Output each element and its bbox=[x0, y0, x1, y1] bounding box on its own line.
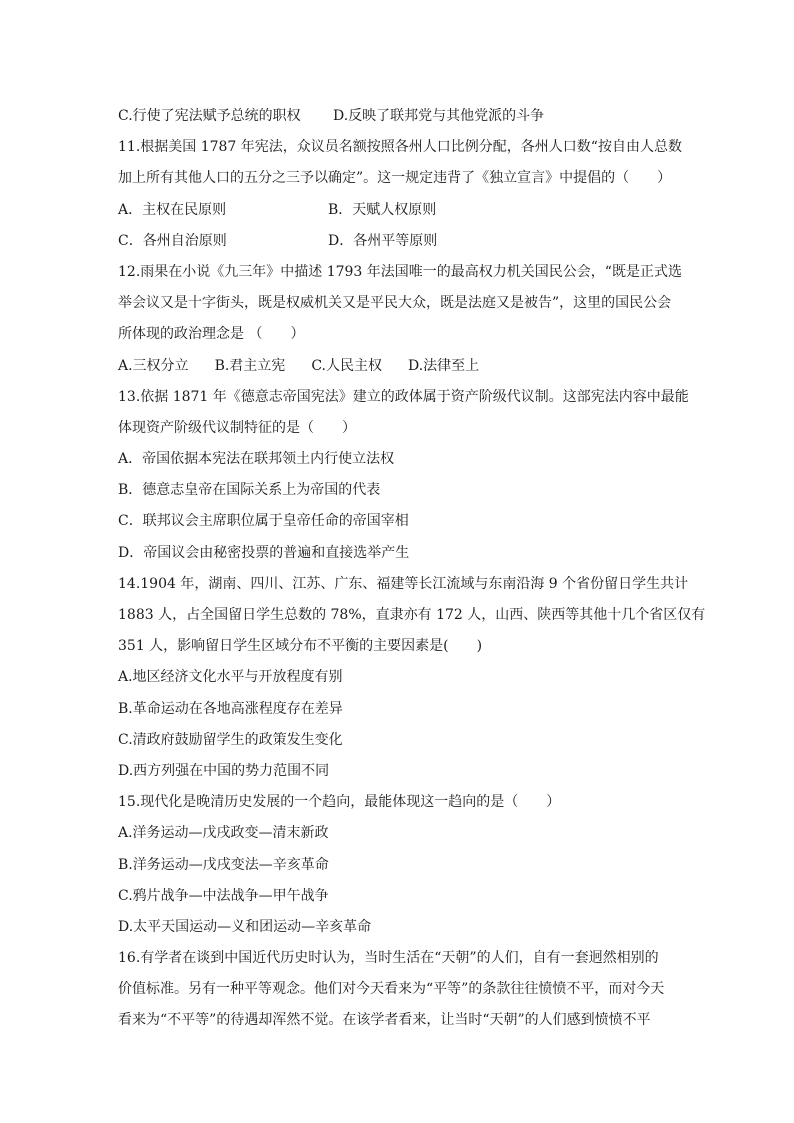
q12-stem-line3: 所体现的政治理念是 （ ） bbox=[118, 326, 305, 343]
q14-stem-line1: 14.1904 年，湖南、四川、江苏、广东、福建等长江流域与东南沿海 9 个省份留日学生共计 bbox=[118, 575, 689, 592]
q14-option-b: B.革命运动在各地高涨程度存在差异 bbox=[118, 700, 343, 717]
q14-option-d: D.西方列强在中国的势力范围不同 bbox=[118, 762, 330, 779]
q11-option-b: B．天赋人权原则 bbox=[328, 201, 437, 218]
q12-option-b: B.君主立宪 bbox=[214, 357, 286, 374]
q10-option-d: D.反映了联邦党与其他党派的斗争 bbox=[333, 108, 545, 124]
q13-option-a: A．帝国依据本宪法在联邦领土内行使立法权 bbox=[118, 451, 395, 468]
q15-option-a: A.洋务运动—戊戌政变—清末新政 bbox=[118, 825, 329, 842]
q15-stem: 15.现代化是晚清历史发展的一个趋向，最能体现这一趋向的是（ ） bbox=[118, 794, 561, 811]
q11-option-a: A．主权在民原则 bbox=[118, 201, 227, 218]
q13-option-c: C．联邦议会主席职位属于皇帝任命的帝国宰相 bbox=[118, 513, 409, 530]
q10-option-c: C.行使了宪法赋予总统的职权 bbox=[118, 108, 301, 124]
q14-stem-line3: 351 人，影响留日学生区域分布不平衡的主要因素是( ) bbox=[118, 638, 483, 655]
q12-stem-line1: 12.雨果在小说《九三年》中描述 1793 年法国唯一的最高权力机关国民公会，“既是正式选 bbox=[118, 263, 682, 280]
q14-stem-line2: 1883 人，占全国留日学生总数的 78%，直隶亦有 172 人，山西、陕西等其他十几个省区仅有 bbox=[118, 607, 706, 623]
q13-stem-line1: 13.依据 1871 年《德意志帝国宪法》建立的政体属于资产阶级代议制。这部宪法内容中最能 bbox=[118, 388, 689, 405]
q12-option-d: D.法律至上 bbox=[407, 357, 480, 374]
q12-stem-line2: 举会议又是十字街头，既是权威机关又是平民大众，既是法庭又是被告”，这里的国民公会 bbox=[118, 295, 672, 312]
q15-option-d: D.太平天国运动—义和团运动—辛亥革命 bbox=[118, 918, 372, 935]
q12-options bbox=[118, 351, 678, 382]
q11-stem-line2: 加上所有其他人口的五分之三予以确定”。这一规定违背了《独立宣言》中提倡的（ ） bbox=[118, 170, 672, 187]
q12-option-c: C.人民主权 bbox=[311, 357, 382, 374]
q11-options-cd bbox=[118, 226, 678, 257]
q13-option-d: D．帝国议会由秘密投票的普遍和直接选举产生 bbox=[118, 544, 410, 561]
q14-option-c: C.清政府鼓励留学生的政策发生变化 bbox=[118, 731, 343, 748]
q13-stem-line2: 体现资产阶级代议制特征的是（ ） bbox=[118, 419, 356, 436]
q12-option-a: A.三权分立 bbox=[118, 357, 189, 374]
q15-option-b: B.洋务运动—戊戌变法—辛亥革命 bbox=[118, 856, 329, 873]
q16-stem-line1: 16.有学者在谈到中国近代历史时认为，当时生活在“天朝”的人们，自有一套迥然相别的 bbox=[118, 950, 659, 967]
page-content bbox=[118, 101, 706, 1037]
q11-option-c: C．各州自治原则 bbox=[118, 232, 227, 249]
q16-stem-line3: 看来为“不平等”的待遇却浑然不觉。在该学者看来，让当时“天朝”的人们感到愤愤不平 bbox=[118, 1012, 651, 1029]
q13-option-b: B．德意志皇帝在国际关系上为帝国的代表 bbox=[118, 482, 381, 499]
q11-options-ab bbox=[118, 195, 678, 226]
q15-option-c: C.鸦片战争—中法战争—甲午战争 bbox=[118, 887, 329, 904]
q11-stem-line1: 11.根据美国 1787 年宪法，众议员名额按照各州人口比例分配，各州人口数“按自由人总数 bbox=[118, 139, 682, 156]
q14-option-a: A.地区经济文化水平与开放程度有别 bbox=[118, 669, 343, 686]
q11-option-d: D．各州平等原则 bbox=[328, 232, 438, 249]
q10-options-cd bbox=[118, 101, 678, 132]
q16-stem-line2: 价值标准。另有一种平等观念。他们对今天看来为“平等”的条款往往愤愤不平，而对今天 bbox=[118, 981, 665, 998]
